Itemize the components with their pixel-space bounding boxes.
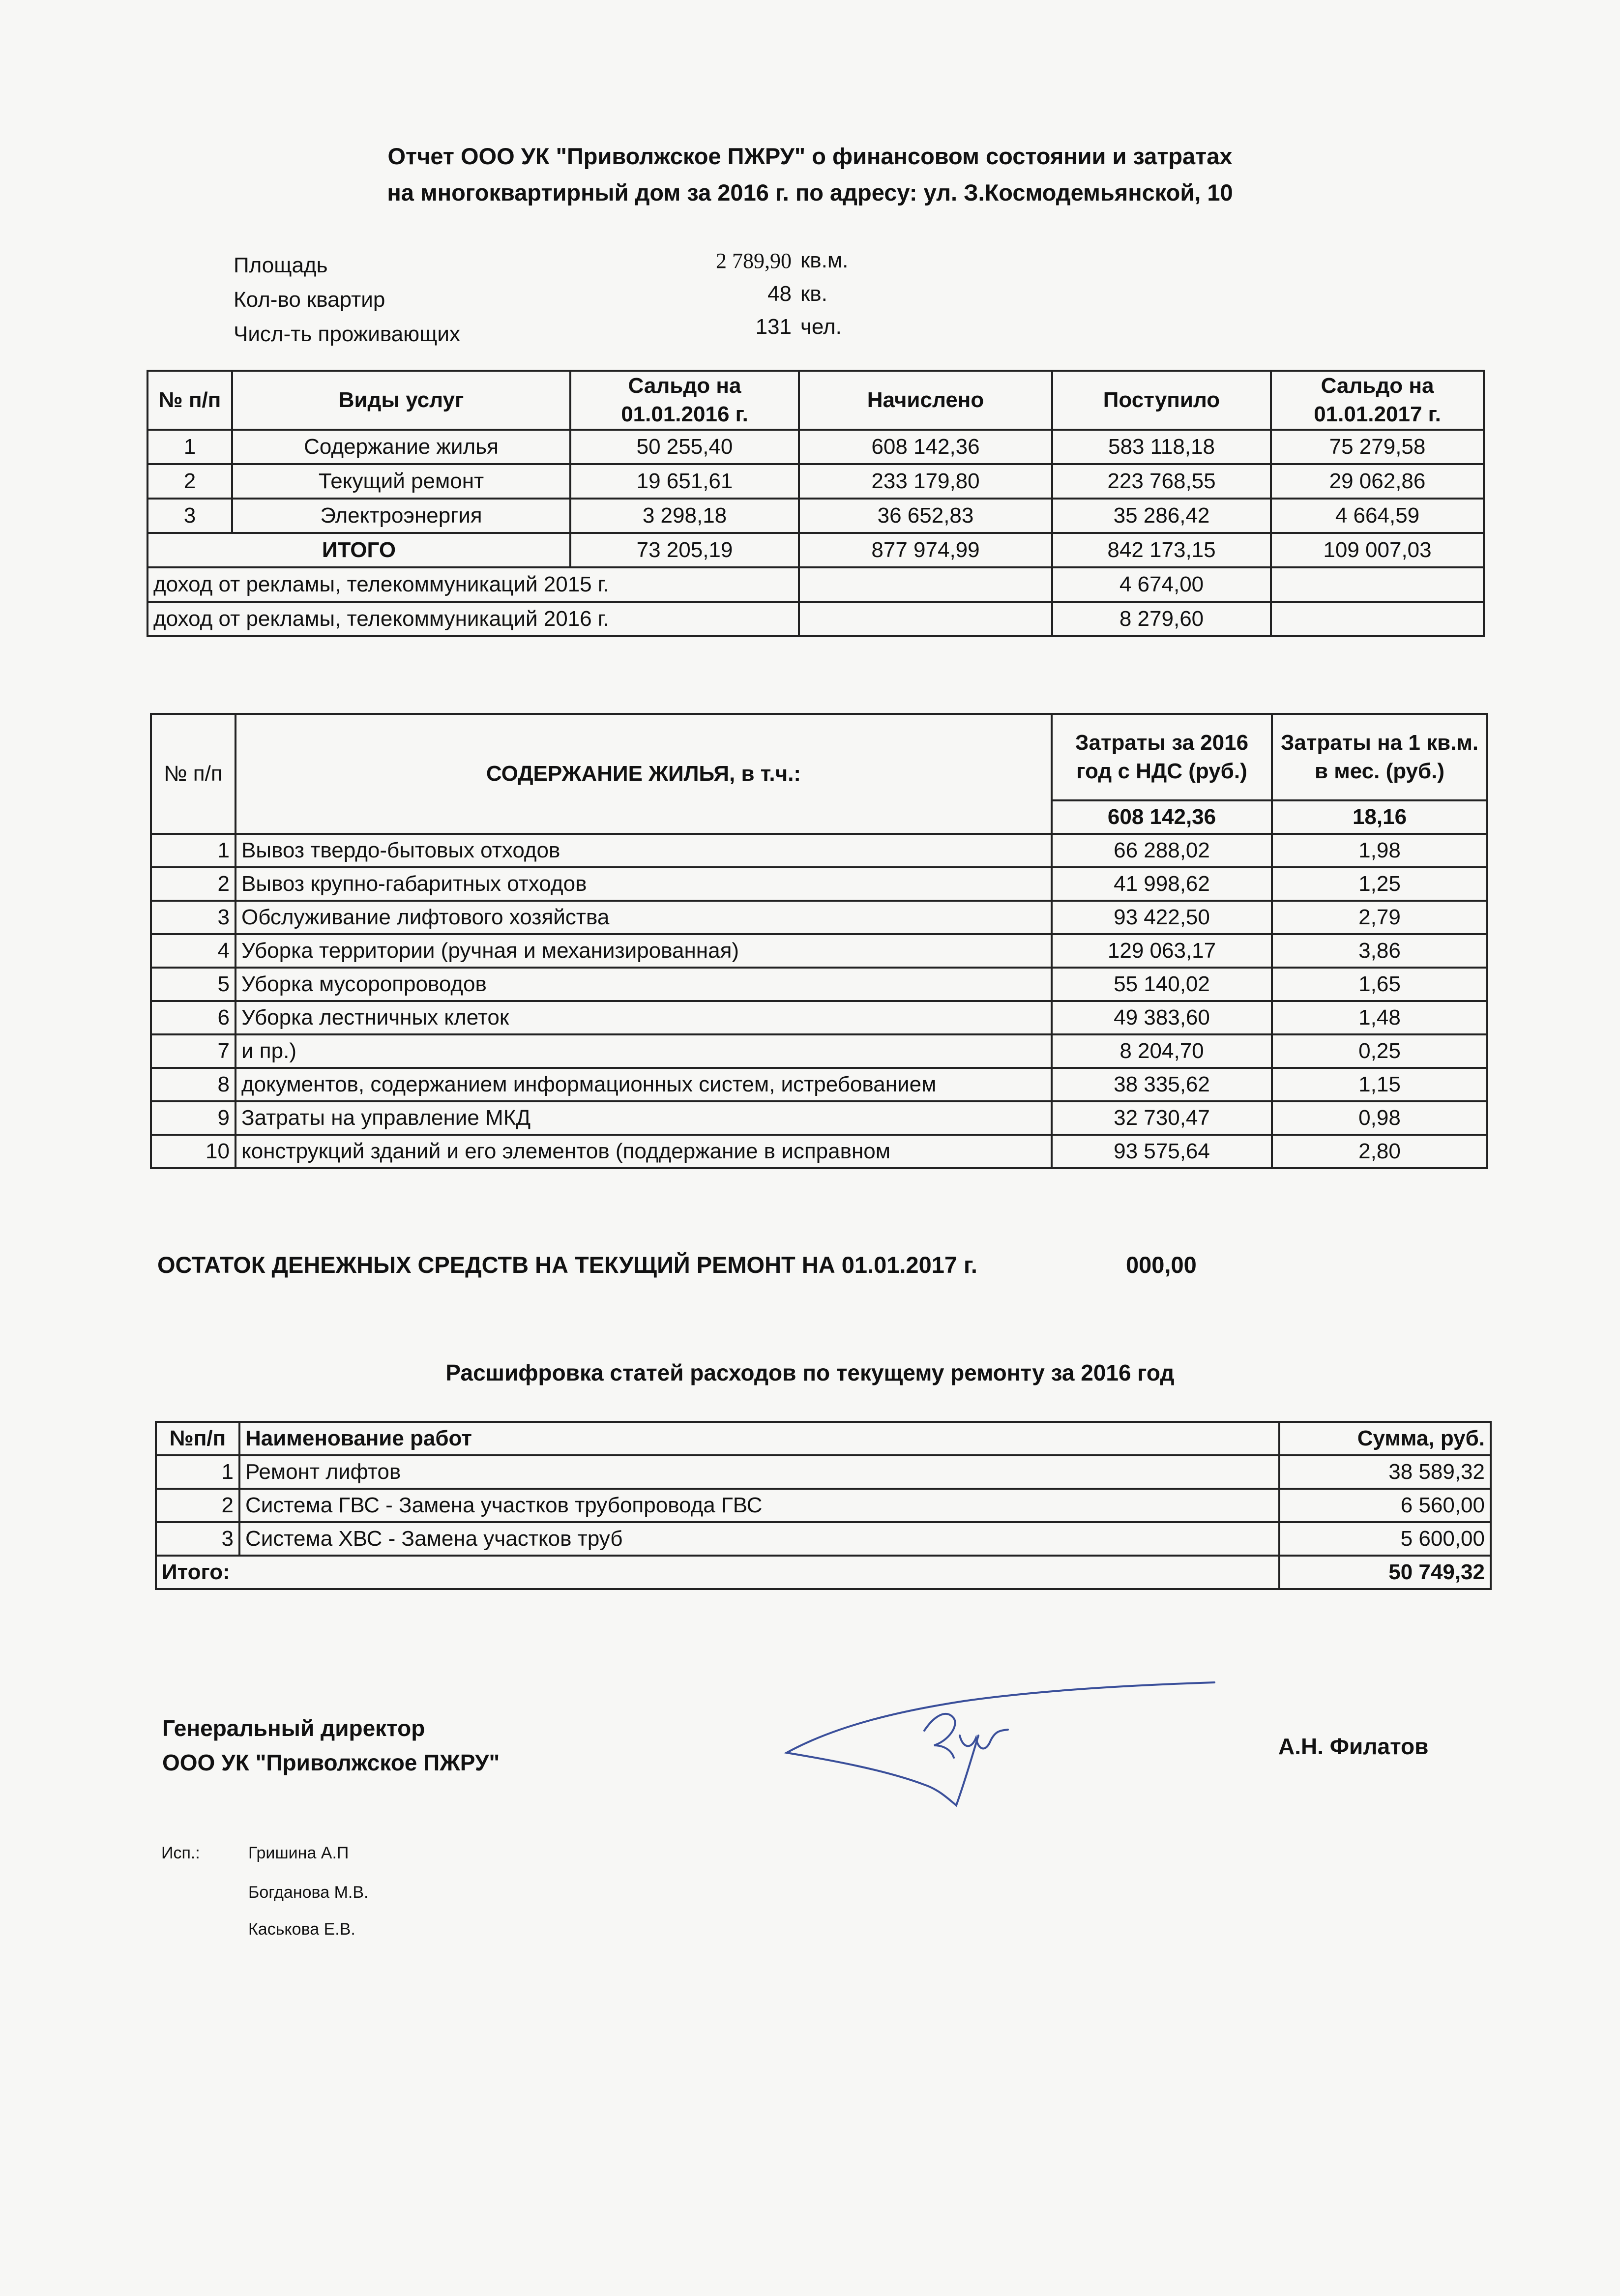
table-row [147, 499, 1484, 533]
row-cost: 32 730,47 [1052, 1101, 1272, 1135]
income-2016-label: доход от рекламы, телекоммуникаций 2016 г. [147, 602, 799, 636]
position-line2: ООО УК "Приволжское ПЖРУ" [162, 1750, 500, 1775]
row-per-sqm: 2,79 [1272, 901, 1487, 934]
header-num: №п/п [156, 1422, 239, 1455]
header-saldo-end: Сальдо на 01.01.2017 г. [1271, 371, 1484, 430]
table-row [151, 834, 1487, 867]
table-row [151, 1001, 1487, 1034]
row-cost: 38 335,62 [1052, 1068, 1272, 1101]
row-per-sqm: 0,98 [1272, 1101, 1487, 1135]
row-saldo-start: 19 651,61 [570, 464, 799, 499]
empty-cell [799, 567, 1052, 602]
row-item: Уборка мусоропроводов [236, 968, 1052, 1001]
header-num: № п/п [147, 371, 232, 430]
row-per-sqm: 3,86 [1272, 934, 1487, 968]
row-received: 223 768,55 [1052, 464, 1271, 499]
header-charged: Начислено [799, 371, 1052, 430]
apartments-unit: кв. [800, 282, 827, 306]
area-label: Площадь [234, 253, 328, 277]
row-per-sqm: 1,15 [1272, 1068, 1487, 1101]
total-received: 842 173,15 [1052, 533, 1271, 567]
table-row [147, 464, 1484, 499]
header-cost-per-sqm: Затраты на 1 кв.м. в мес. (руб.) [1272, 714, 1487, 800]
row-per-sqm: 2,80 [1272, 1135, 1487, 1168]
residents-value: 131 [755, 315, 792, 339]
row-cost: 93 422,50 [1052, 901, 1272, 934]
executors-label: Исп.: [161, 1844, 200, 1862]
row-per-sqm: 1,65 [1272, 968, 1487, 1001]
row-saldo-end: 75 279,58 [1271, 430, 1484, 464]
table-row [156, 1489, 1491, 1522]
row-service: Содержание жилья [232, 430, 570, 464]
total-saldo-end: 109 007,03 [1271, 533, 1484, 567]
row-item: Уборка территории (ручная и механизированная) [236, 934, 1052, 968]
header-received: Поступило [1052, 371, 1271, 430]
document-title-line2: на многоквартирный дом за 2016 г. по адресу: ул. З.Космодемьянской, 10 [387, 179, 1233, 206]
row-num: 8 [151, 1068, 236, 1101]
table-row [151, 901, 1487, 934]
row-num: 5 [151, 968, 236, 1001]
signatory-position [162, 1711, 500, 1780]
maintenance-table [150, 713, 1488, 1169]
row-num: 7 [151, 1034, 236, 1068]
total-label: Итого: [156, 1556, 1279, 1589]
row-per-sqm: 1,98 [1272, 834, 1487, 867]
total-cost-per-sqm: 18,16 [1272, 800, 1487, 834]
total-saldo-start: 73 205,19 [570, 533, 799, 567]
row-item: Вывоз твердо-бытовых отходов [236, 834, 1052, 867]
apartments-label: Кол-во квартир [234, 288, 385, 312]
row-cost: 129 063,17 [1052, 934, 1272, 968]
row-cost: 55 140,02 [1052, 968, 1272, 1001]
header-work-name: Наименование работ [239, 1422, 1279, 1455]
total-row [147, 533, 1484, 567]
row-item: Затраты на управление МКД [236, 1101, 1052, 1135]
table-row [151, 1068, 1487, 1101]
repair-remainder-value: 000,00 [1126, 1252, 1197, 1278]
empty-cell [799, 602, 1052, 636]
executor-name: Богданова М.В. [248, 1883, 369, 1902]
handwritten-signature [777, 1672, 1219, 1819]
position-line1: Генеральный директор [162, 1715, 425, 1741]
table-row [151, 968, 1487, 1001]
row-item: Вывоз крупно-габаритных отходов [236, 867, 1052, 901]
row-item: Обслуживание лифтового хозяйства [236, 901, 1052, 934]
row-num: 3 [147, 499, 232, 533]
row-item: конструкций зданий и его элементов (поддержание в исправном [236, 1135, 1052, 1168]
row-num: 3 [151, 901, 236, 934]
total-annual-cost: 608 142,36 [1052, 800, 1272, 834]
row-saldo-start: 3 298,18 [570, 499, 799, 533]
header-maintenance: СОДЕРЖАНИЕ ЖИЛЬЯ, в т.ч.: [236, 714, 1052, 834]
row-per-sqm: 1,25 [1272, 867, 1487, 901]
table-row [147, 430, 1484, 464]
table-row [151, 1135, 1487, 1168]
repair-table [155, 1421, 1492, 1590]
row-num: 2 [156, 1489, 239, 1522]
row-per-sqm: 1,48 [1272, 1001, 1487, 1034]
executor-name: Каськова Е.В. [248, 1920, 355, 1939]
empty-cell [1271, 602, 1484, 636]
services-table [147, 370, 1485, 637]
row-cost: 93 575,64 [1052, 1135, 1272, 1168]
table-row [156, 1455, 1491, 1489]
row-num: 6 [151, 1001, 236, 1034]
income-2016-value: 8 279,60 [1052, 602, 1271, 636]
repair-breakdown-title: Расшифровка статей расходов по текущему ремонту за 2016 год [445, 1360, 1175, 1385]
table-row [151, 867, 1487, 901]
row-service: Текущий ремонт [232, 464, 570, 499]
row-saldo-start: 50 255,40 [570, 430, 799, 464]
row-item: и пр.) [236, 1034, 1052, 1068]
row-work-name: Система ГВС - Замена участков трубопровода ГВС [239, 1489, 1279, 1522]
income-row [147, 602, 1484, 636]
row-num: 3 [156, 1522, 239, 1556]
row-num: 4 [151, 934, 236, 968]
table-row [151, 934, 1487, 968]
table-row [151, 1034, 1487, 1068]
row-received: 583 118,18 [1052, 430, 1271, 464]
header-sum: Сумма, руб. [1279, 1422, 1491, 1455]
row-num: 9 [151, 1101, 236, 1135]
row-num: 10 [151, 1135, 236, 1168]
row-sum: 38 589,32 [1279, 1455, 1491, 1489]
row-charged: 36 652,83 [799, 499, 1052, 533]
executor-name: Гришина А.П [248, 1844, 349, 1862]
header-num: № п/п [151, 714, 236, 834]
header-service-type: Виды услуг [232, 371, 570, 430]
income-2015-label: доход от рекламы, телекоммуникаций 2015 г. [147, 567, 799, 602]
row-sum: 6 560,00 [1279, 1489, 1491, 1522]
apartments-value: 48 [767, 282, 792, 306]
row-per-sqm: 0,25 [1272, 1034, 1487, 1068]
total-sum: 50 749,32 [1279, 1556, 1491, 1589]
residents-label: Числ-ть проживающих [234, 322, 460, 346]
row-work-name: Система ХВС - Замена участков труб [239, 1522, 1279, 1556]
row-charged: 608 142,36 [799, 430, 1052, 464]
header-saldo-start: Сальдо на 01.01.2016 г. [570, 371, 799, 430]
row-work-name: Ремонт лифтов [239, 1455, 1279, 1489]
row-received: 35 286,42 [1052, 499, 1271, 533]
document-title-line1: Отчет ООО УК "Приволжское ПЖРУ" о финансовом состоянии и затратах [387, 143, 1233, 169]
repair-remainder-label: ОСТАТОК ДЕНЕЖНЫХ СРЕДСТВ НА ТЕКУЩИЙ РЕМОНТ НА 01.01.2017 г. [157, 1252, 977, 1278]
row-service: Электроэнергия [232, 499, 570, 533]
table-row [156, 1522, 1491, 1556]
row-item: документов, содержанием информационных систем, истребованием [236, 1068, 1052, 1101]
income-row [147, 567, 1484, 602]
row-charged: 233 179,80 [799, 464, 1052, 499]
total-charged: 877 974,99 [799, 533, 1052, 567]
row-num: 1 [156, 1455, 239, 1489]
row-cost: 41 998,62 [1052, 867, 1272, 901]
income-2015-value: 4 674,00 [1052, 567, 1271, 602]
row-num: 1 [147, 430, 232, 464]
header-annual-cost: Затраты за 2016 год с НДС (руб.) [1052, 714, 1272, 800]
row-cost: 66 288,02 [1052, 834, 1272, 867]
total-row [156, 1556, 1491, 1589]
empty-cell [1271, 567, 1484, 602]
row-num: 1 [151, 834, 236, 867]
area-unit: кв.м. [800, 248, 849, 272]
signatory-name: А.Н. Филатов [1278, 1734, 1429, 1759]
row-saldo-end: 4 664,59 [1271, 499, 1484, 533]
row-item: Уборка лестничных клеток [236, 1001, 1052, 1034]
table-row [151, 1101, 1487, 1135]
row-cost: 8 204,70 [1052, 1034, 1272, 1068]
row-sum: 5 600,00 [1279, 1522, 1491, 1556]
area-value: 2 789,90 [716, 249, 792, 273]
row-num: 2 [147, 464, 232, 499]
row-num: 2 [151, 867, 236, 901]
row-cost: 49 383,60 [1052, 1001, 1272, 1034]
row-saldo-end: 29 062,86 [1271, 464, 1484, 499]
residents-unit: чел. [800, 315, 842, 339]
total-label: ИТОГО [147, 533, 570, 567]
